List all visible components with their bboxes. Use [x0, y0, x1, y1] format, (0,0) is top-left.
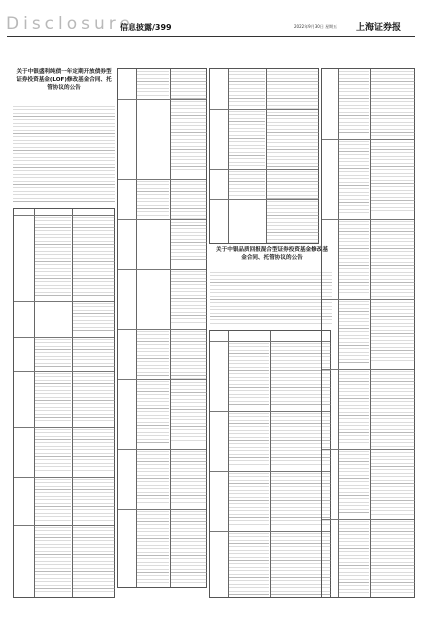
article-2-amendment-table — [209, 330, 331, 598]
article-title-1: 关于中银盛利纯债一年定期开放债券型证券投资基金(LOF)修改基金合同、托管协议的公告 — [16, 69, 112, 91]
article-1-intro-text — [13, 106, 115, 204]
right-column-table — [321, 68, 415, 598]
article-2-intro-text — [210, 272, 332, 326]
header-rule — [7, 36, 415, 37]
article-1-amendment-table-end — [209, 68, 319, 244]
article-1-amendment-table — [13, 208, 115, 598]
issue-date: 2022年9月30日 星期五 — [294, 24, 338, 29]
newspaper-name: 上海证券报 — [356, 23, 402, 33]
page-header — [0, 0, 421, 34]
brand-mark: Disclosure — [6, 14, 134, 34]
section-title: 信息披露/399 — [120, 23, 172, 32]
article-title-2: 关于中银品质回报混合型证券投资基金修改基金合同、托管协议的公告 — [216, 247, 328, 261]
article-1-amendment-table-continued — [117, 68, 207, 588]
